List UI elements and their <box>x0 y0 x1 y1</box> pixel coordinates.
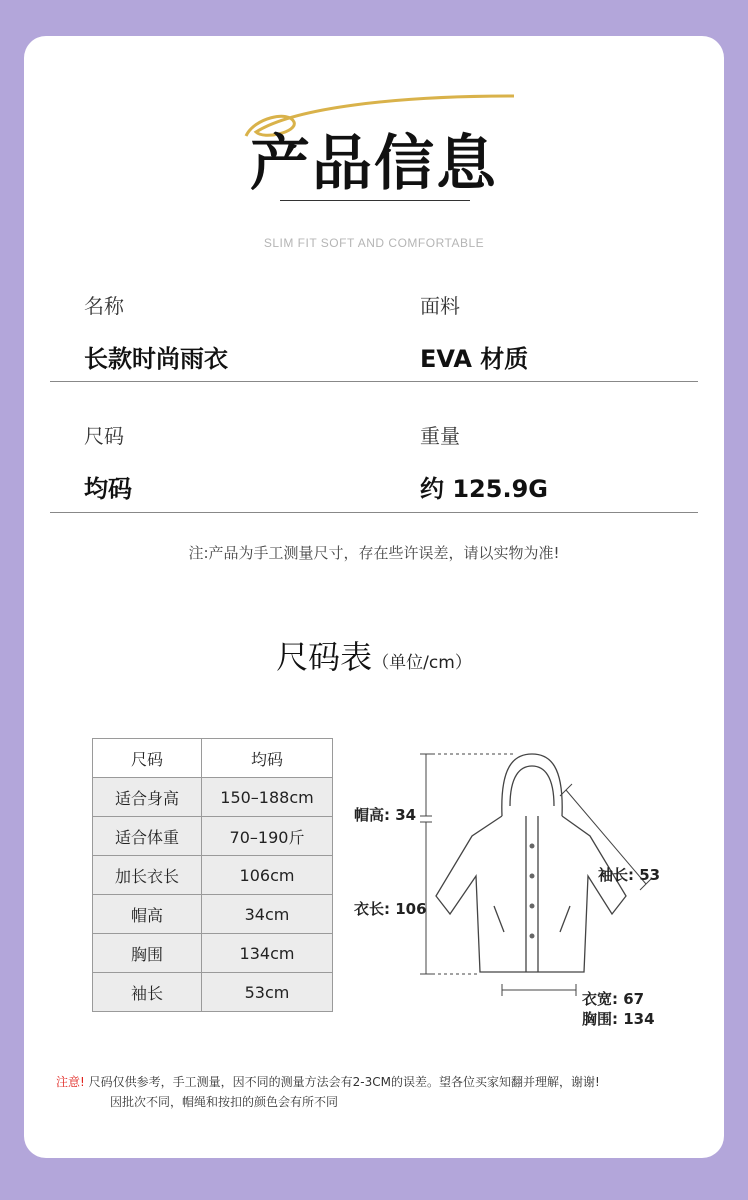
table-header-row <box>93 739 333 778</box>
table-cell: 适合身高 <box>93 778 202 817</box>
info-value: 约 125.9G <box>420 475 548 503</box>
info-fabric <box>420 290 528 374</box>
title-block <box>24 116 724 202</box>
table-cell: 加长衣长 <box>93 856 202 895</box>
info-name <box>84 290 228 374</box>
size-chart-title <box>24 632 724 678</box>
table-cell: 胸围 <box>93 934 202 973</box>
info-label: 名称 <box>84 294 124 318</box>
raincoat-outline-icon <box>354 746 674 1026</box>
page-subtitle: SLIM FIT SOFT AND COMFORTABLE <box>263 236 485 250</box>
table-row <box>93 817 333 856</box>
info-value: 长款时尚雨衣 <box>84 345 228 373</box>
info-label: 面料 <box>420 294 460 318</box>
footer-text-1: 尺码仅供参考，手工测量，因不同的测量方法会有2-3CM的误差。望各位买家知翻并理解，谢谢! <box>84 1075 600 1089</box>
warning-label: 注意! <box>56 1075 85 1089</box>
table-row <box>93 973 333 1012</box>
sleeve-label: 袖长: 53 <box>598 866 661 884</box>
table-row <box>93 778 333 817</box>
footer-note <box>56 1072 706 1112</box>
table-cell: 帽高 <box>93 895 202 934</box>
table-cell: 134cm <box>202 934 333 973</box>
size-chart-heading: 尺码表 <box>276 638 373 676</box>
info-value: EVA 材质 <box>420 345 529 373</box>
footer-line-2: 因批次不同，帽绳和按扣的颜色会有所不同 <box>110 1095 339 1109</box>
product-info-card <box>24 36 724 1158</box>
table-cell: 34cm <box>202 895 333 934</box>
info-label: 尺码 <box>84 424 124 448</box>
info-size <box>84 420 132 504</box>
table-cell: 袖长 <box>93 973 202 1012</box>
info-weight <box>420 420 548 504</box>
page-title: 产品信息 <box>250 129 498 199</box>
info-value: 均码 <box>84 475 132 503</box>
info-label: 重量 <box>420 424 460 448</box>
table-cell: 70–190斤 <box>202 817 333 856</box>
table-row <box>93 895 333 934</box>
length-label: 衣长: 106 <box>354 900 427 918</box>
size-chart-unit: （单位/cm） <box>372 653 472 673</box>
size-table <box>92 738 333 1012</box>
table-row <box>93 934 333 973</box>
measurement-note: 注:产品为手工测量尺寸，存在些许误差，请以实物为准! <box>188 544 560 562</box>
hood-height-label: 帽高: 34 <box>354 806 417 824</box>
table-header-cell: 均码 <box>202 739 333 778</box>
divider <box>50 381 698 382</box>
width-label: 衣宽: 67 <box>582 990 645 1008</box>
table-cell: 53cm <box>202 973 333 1012</box>
table-cell: 适合体重 <box>93 817 202 856</box>
table-header-cell: 尺码 <box>93 739 202 778</box>
divider <box>50 512 698 513</box>
title-underline <box>280 200 470 201</box>
chest-label: 胸围: 134 <box>582 1010 655 1028</box>
raincoat-diagram <box>354 746 674 1026</box>
table-cell: 106cm <box>202 856 333 895</box>
footer-line-1 <box>56 1072 706 1092</box>
table-row <box>93 856 333 895</box>
table-cell: 150–188cm <box>202 778 333 817</box>
